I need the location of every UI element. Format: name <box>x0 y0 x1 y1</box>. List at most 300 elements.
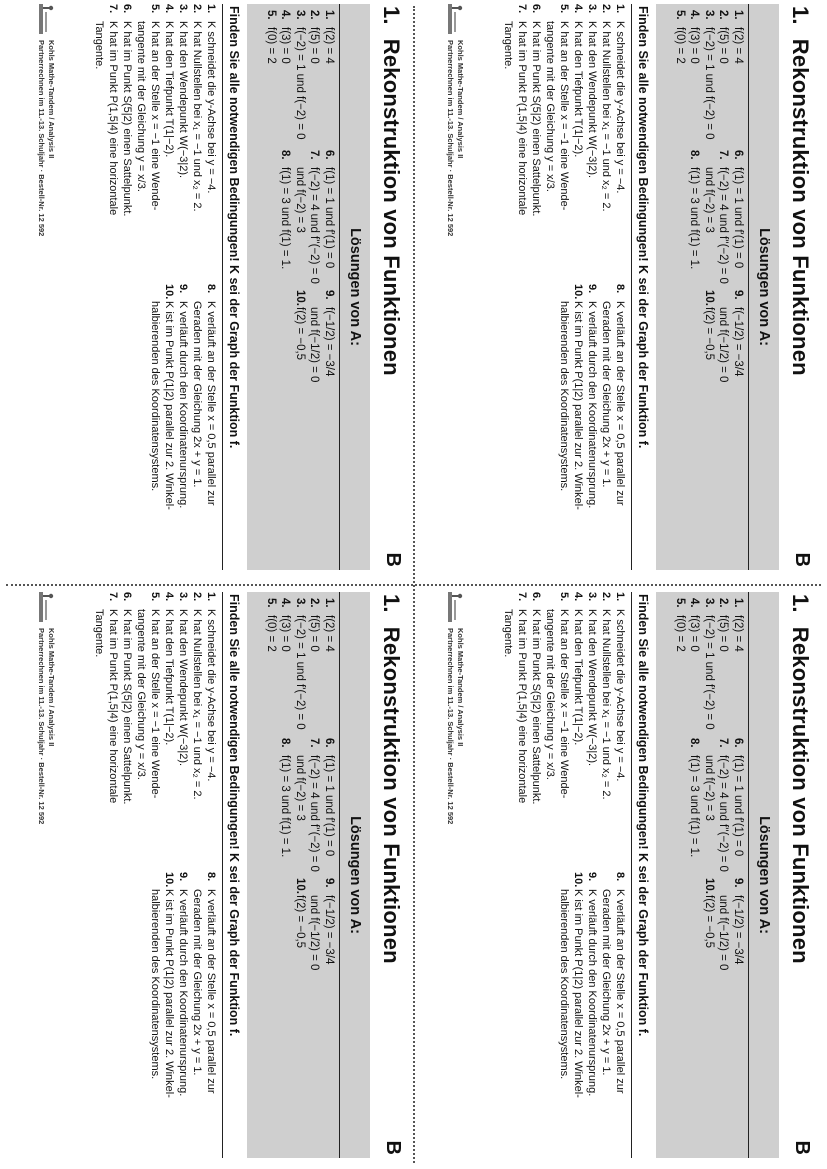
task-text: K verläuft an der Stelle x = 0,5 parallel zur <box>205 301 217 506</box>
task-number: 4. <box>572 592 584 602</box>
task-number: 6. <box>530 4 542 14</box>
solution-text-continued: und f(−1/2) = 0 <box>717 895 730 971</box>
solution-text: f(1) = 1 und f'(1) = 0 <box>732 755 744 857</box>
solution-item <box>293 738 322 878</box>
task-number: 10. <box>572 284 584 300</box>
task-item <box>585 592 599 872</box>
solution-number: 1. <box>323 598 335 608</box>
solution-item <box>322 738 337 878</box>
publisher-logo-icon <box>38 4 54 34</box>
solution-text-continued: und f(−2) = 3 <box>294 167 306 233</box>
solution-item <box>307 878 336 1018</box>
task-text: K hat an der Stelle x = −1 eine Wende- <box>558 21 570 211</box>
card-footer <box>419 592 469 1158</box>
task-number: 1. <box>205 4 217 14</box>
task-item <box>585 4 599 284</box>
tasks-list <box>479 4 627 570</box>
card-letter: B <box>791 1140 813 1155</box>
task-text-continued: Tangente. <box>93 21 105 70</box>
solution-text: f(3) = 0 <box>279 615 292 652</box>
solution-item <box>702 10 717 150</box>
solution-item <box>731 150 746 290</box>
task-text-continued: tangente mit der Gleichung y = x/3. <box>135 21 147 192</box>
task-text-continued: Geraden mit der Gleichung 2x + y = 1. <box>191 889 203 1076</box>
card-title-text: Rekonstruktion von Funktionen <box>379 38 404 376</box>
task-item <box>599 592 613 872</box>
footer-text <box>445 628 465 824</box>
solution-item <box>278 150 293 290</box>
task-text: K verläuft durch den Koordinatenursprung. <box>177 889 189 1097</box>
task-text: K hat im Punkt P(1,5|4) eine horizontale <box>107 609 119 804</box>
task-item <box>599 284 627 564</box>
solution-number: 7. <box>308 150 321 160</box>
card-title-number: 1. <box>788 594 813 613</box>
solution-text: f(−2) = 4 und f''(−2) = 0 <box>717 167 730 284</box>
task-text: K hat im Punkt S(5|2) einen Sattelpunkt. <box>530 21 542 217</box>
solution-text: f(1) = 3 und f(1) = 1. <box>688 167 701 270</box>
task-number: 4. <box>163 592 175 602</box>
task-item <box>190 284 218 564</box>
solution-text: f(−1/2) = −3/4 <box>732 895 744 965</box>
solutions-list <box>659 598 745 1150</box>
solution-text: f(2) = −0,5 <box>703 895 715 949</box>
task-text: K hat den Tiefpunkt T(1|−2). <box>163 609 175 746</box>
solution-item <box>293 878 308 1018</box>
solution-number: 9. <box>732 290 744 300</box>
tasks-header: Finden Sie alle notwendigen Bedingungen! K sei der Graph der Funktion f. <box>222 4 243 570</box>
solution-number: 7. <box>717 738 730 748</box>
tandem-card <box>5 588 410 1163</box>
solution-text-continued: und f(−2) = 3 <box>703 755 715 821</box>
solution-text: f(2) = −0,5 <box>294 895 306 949</box>
solution-text: f(2) = −0,5 <box>703 307 715 361</box>
footer-line-1: Kohls Mathe-Tandem / Analysis II <box>47 40 56 159</box>
task-text-continued: Tangente. <box>502 609 514 658</box>
task-text: K hat im Punkt P(1,5|4) eine horizontale <box>516 21 528 216</box>
publisher-logo-icon <box>447 592 463 622</box>
solution-number: 5. <box>674 10 686 20</box>
solution-item <box>293 290 308 430</box>
task-item <box>92 592 120 872</box>
footer-line-2: Partnerrechnen im 11.-13. Schuljahr · Bestell-Nr. 12 592 <box>446 40 455 237</box>
solution-number: 4. <box>279 598 292 608</box>
card-title <box>378 594 404 1074</box>
tasks-panel <box>69 592 243 1158</box>
solution-item <box>702 150 731 290</box>
solution-number: 9. <box>323 290 335 300</box>
horizontal-cut-line <box>6 584 821 586</box>
solution-text: f(1) = 3 und f(1) = 1. <box>279 167 292 270</box>
task-number: 7. <box>107 592 119 602</box>
solution-number: 3. <box>703 598 715 608</box>
solution-item <box>278 10 293 150</box>
task-text: K hat Nullstellen bei x₁ = −1 und x₂ = 2. <box>600 609 612 800</box>
solution-text: f(−2) = 1 und f(−2) = 0 <box>703 27 715 140</box>
solution-number: 6. <box>732 150 744 160</box>
task-number: 10. <box>163 284 175 300</box>
solution-number: 10. <box>294 290 306 306</box>
solution-text: f(0) = 2 <box>674 27 686 64</box>
task-text: K schneidet die y-Achse bei y = −4. <box>205 609 217 782</box>
solution-text-continued: und f(−1/2) = 0 <box>717 307 730 383</box>
task-number: 2. <box>191 4 203 14</box>
tasks-panel <box>69 4 243 570</box>
solution-item <box>322 10 337 150</box>
task-item <box>599 872 627 1152</box>
solution-number: 4. <box>688 10 701 20</box>
solution-text: f(1) = 1 und f'(1) = 0 <box>323 755 335 857</box>
solution-text: f(5) = 0 <box>308 615 321 652</box>
solution-number: 9. <box>732 878 744 888</box>
solutions-header: Lösungen von A: <box>748 592 779 1158</box>
task-text-continued: Tangente. <box>93 609 105 658</box>
solution-text: f(3) = 0 <box>688 27 701 64</box>
task-text: K schneidet die y-Achse bei y = −4. <box>205 21 217 194</box>
solution-text: f(2) = 4 <box>323 615 335 652</box>
task-item <box>543 4 571 284</box>
task-number: 7. <box>516 4 528 14</box>
card-footer <box>419 4 469 570</box>
task-text: K hat den Wendepunkt W(−3|2). <box>586 21 598 179</box>
solution-text: f(−2) = 4 und f''(−2) = 0 <box>308 167 321 284</box>
task-number: 3. <box>586 592 598 602</box>
tasks-header: Finden Sie alle notwendigen Bedingungen! K sei der Graph der Funktion f. <box>631 592 652 1158</box>
solution-number: 5. <box>265 10 277 20</box>
task-text: K hat Nullstellen bei x₁ = −1 und x₂ = 2. <box>191 609 203 800</box>
task-item <box>162 4 176 284</box>
solution-item <box>293 150 322 290</box>
solution-number: 6. <box>323 150 335 160</box>
task-text-continued: halbierenden des Koordinatensystems. <box>558 889 570 1080</box>
solution-number: 5. <box>265 598 277 608</box>
solutions-panel <box>656 4 779 570</box>
task-text-continued: Tangente. <box>502 21 514 70</box>
solution-text: f(5) = 0 <box>717 615 730 652</box>
task-text-continued: Geraden mit der Gleichung 2x + y = 1. <box>191 301 203 488</box>
task-item <box>176 4 190 284</box>
solution-text: f(−2) = 4 und f''(−2) = 0 <box>717 755 730 872</box>
task-text: K hat im Punkt S(5|2) einen Sattelpunkt. <box>121 21 133 217</box>
task-item <box>571 4 585 284</box>
task-text-continued: halbierenden des Koordinatensystems. <box>149 301 161 492</box>
task-item <box>134 4 162 284</box>
task-text: K verläuft an der Stelle x = 0,5 parallel zur <box>614 889 626 1094</box>
solution-number: 3. <box>294 10 306 20</box>
solution-item <box>716 290 745 430</box>
solution-item <box>716 598 731 738</box>
solution-item <box>731 738 746 878</box>
task-text: K hat den Tiefpunkt T(1|−2). <box>163 21 175 158</box>
footer-line-1: Kohls Mathe-Tandem / Analysis II <box>456 40 465 159</box>
task-number: 4. <box>163 4 175 14</box>
task-number: 10. <box>163 872 175 888</box>
task-text: K hat an der Stelle x = −1 eine Wende- <box>149 21 161 211</box>
task-item <box>501 592 529 872</box>
solution-text: f(5) = 0 <box>308 27 321 64</box>
task-item <box>557 872 585 1152</box>
task-number: 3. <box>586 4 598 14</box>
task-item <box>571 592 585 872</box>
solution-item <box>278 738 293 878</box>
solution-item <box>264 598 279 738</box>
solution-text: f(2) = 4 <box>732 27 744 64</box>
solutions-header: Lösungen von A: <box>339 4 370 570</box>
solutions-panel <box>656 592 779 1158</box>
footer-text <box>445 40 465 236</box>
solution-number: 1. <box>732 10 744 20</box>
solution-number: 7. <box>308 738 321 748</box>
task-text: K hat an der Stelle x = −1 eine Wende- <box>558 609 570 799</box>
task-text: K hat den Tiefpunkt T(1|−2). <box>572 21 584 158</box>
solutions-list <box>250 598 336 1150</box>
solution-text: f(−1/2) = −3/4 <box>323 307 335 377</box>
solution-item <box>307 10 322 150</box>
solution-item <box>731 10 746 150</box>
task-text: K verläuft durch den Koordinatenursprung. <box>586 301 598 509</box>
solution-text: f(0) = 2 <box>265 27 277 64</box>
solution-text: f(−2) = 1 und f'(−2) = 0 <box>294 615 306 730</box>
task-item <box>190 872 218 1152</box>
solution-number: 8. <box>279 738 292 748</box>
card-letter: B <box>791 552 813 567</box>
solution-item <box>702 598 717 738</box>
task-item <box>120 4 134 284</box>
solution-text: f(2) = 4 <box>732 615 744 652</box>
task-text: K hat Nullstellen bei x₁ = −1 und x₂ = 2. <box>191 21 203 212</box>
task-text: K ist im Punkt P(1|2) parallel zur 2. Winkel- <box>572 889 584 1098</box>
solution-number: 5. <box>674 598 686 608</box>
task-text: K ist im Punkt P(1|2) parallel zur 2. Winkel- <box>163 301 175 510</box>
solution-text: f(−2) = 4 und f''(−2) = 0 <box>308 755 321 872</box>
task-item <box>585 872 599 1152</box>
solution-number: 1. <box>323 10 335 20</box>
solution-number: 10. <box>703 290 715 306</box>
tandem-card <box>414 0 819 575</box>
task-item <box>599 4 613 284</box>
task-item <box>148 872 176 1152</box>
task-item <box>529 4 543 284</box>
solution-number: 10. <box>703 878 715 894</box>
tasks-panel <box>478 592 652 1158</box>
task-item <box>148 284 176 564</box>
solution-item <box>702 290 717 430</box>
task-item <box>92 4 120 284</box>
task-number: 9. <box>586 284 598 294</box>
task-number: 8. <box>614 284 626 294</box>
task-number: 2. <box>600 592 612 602</box>
task-number: 1. <box>614 4 626 14</box>
solution-item <box>673 10 688 150</box>
task-text-continued: tangente mit der Gleichung y = x/3. <box>544 609 556 780</box>
card-title-number: 1. <box>379 594 404 613</box>
solution-text: f(3) = 0 <box>279 27 292 64</box>
footer-line-2: Partnerrechnen im 11.-13. Schuljahr · Bestell-Nr. 12 592 <box>446 628 455 825</box>
task-item <box>176 872 190 1152</box>
task-number: 5. <box>149 4 161 14</box>
task-text: K verläuft an der Stelle x = 0,5 parallel zur <box>205 889 217 1094</box>
task-number: 9. <box>177 872 189 882</box>
task-number: 3. <box>177 4 189 14</box>
task-text-continued: Geraden mit der Gleichung 2x + y = 1. <box>600 301 612 488</box>
task-number: 4. <box>572 4 584 14</box>
task-text: K hat im Punkt P(1,5|4) eine horizontale <box>107 21 119 216</box>
solution-item <box>293 10 308 150</box>
task-number: 1. <box>205 592 217 602</box>
task-item <box>204 592 218 872</box>
footer-line-1: Kohls Mathe-Tandem / Analysis II <box>47 628 56 747</box>
task-item <box>585 284 599 564</box>
task-item <box>162 592 176 872</box>
solution-text: f(1) = 3 und f(1) = 1. <box>688 755 701 858</box>
solution-number: 8. <box>688 150 701 160</box>
solutions-list <box>659 10 745 562</box>
task-item <box>190 592 204 872</box>
solution-text-continued: und f(−1/2) = 0 <box>308 895 321 971</box>
solution-item <box>673 598 688 738</box>
card-title <box>787 594 813 1074</box>
solution-number: 8. <box>688 738 701 748</box>
card-letter: B <box>382 1140 404 1155</box>
task-text-continued: tangente mit der Gleichung y = x/3. <box>135 609 147 780</box>
task-text-continued: Geraden mit der Gleichung 2x + y = 1. <box>600 889 612 1076</box>
solution-item <box>687 10 702 150</box>
solution-text-continued: und f(−2) = 3 <box>703 167 715 233</box>
tasks-header: Finden Sie alle notwendigen Bedingungen! K sei der Graph der Funktion f. <box>222 592 243 1158</box>
task-text-continued: tangente mit der Gleichung y = x/3. <box>544 21 556 192</box>
task-text-continued: halbierenden des Koordinatensystems. <box>558 301 570 492</box>
task-text: K hat im Punkt S(5|2) einen Sattelpunkt. <box>121 609 133 805</box>
task-item <box>529 592 543 872</box>
solution-number: 4. <box>688 598 701 608</box>
card-footer <box>10 4 60 570</box>
task-item <box>120 592 134 872</box>
solution-number: 7. <box>717 150 730 160</box>
solution-number: 3. <box>294 598 306 608</box>
task-text: K hat den Tiefpunkt T(1|−2). <box>572 609 584 746</box>
solution-number: 1. <box>732 598 744 608</box>
task-number: 7. <box>107 4 119 14</box>
task-number: 6. <box>530 592 542 602</box>
task-text: K hat Nullstellen bei x₁ = −1 und x₂ = 2. <box>600 21 612 212</box>
solution-item <box>307 598 322 738</box>
solution-text: f(−2) = 1 und f(−2) = 0 <box>294 27 306 140</box>
solution-text: f(1) = 3 und f(1) = 1. <box>279 755 292 858</box>
task-text: K hat den Wendepunkt W(−3|2). <box>177 609 189 767</box>
task-text: K hat an der Stelle x = −1 eine Wende- <box>149 609 161 799</box>
task-number: 9. <box>177 284 189 294</box>
solution-number: 2. <box>717 598 730 608</box>
task-number: 5. <box>558 592 570 602</box>
card-title <box>787 6 813 486</box>
card-title-number: 1. <box>379 6 404 25</box>
solution-text: f(1) = 1 und f'(1) = 0 <box>732 167 744 269</box>
footer-line-2: Partnerrechnen im 11.-13. Schuljahr · Bestell-Nr. 12 592 <box>37 40 46 237</box>
footer-text <box>36 40 56 236</box>
task-item <box>543 592 571 872</box>
solution-number: 3. <box>703 10 715 20</box>
task-number: 5. <box>558 4 570 14</box>
solution-item <box>278 598 293 738</box>
solution-item <box>322 598 337 738</box>
task-item <box>190 4 204 284</box>
solution-item <box>702 738 731 878</box>
task-text: K schneidet die y-Achse bei y = −4. <box>614 609 626 782</box>
solution-text: f(0) = 2 <box>265 615 277 652</box>
solution-text: f(2) = 4 <box>323 27 335 64</box>
task-number: 7. <box>516 592 528 602</box>
footer-text <box>36 628 56 824</box>
task-item <box>557 284 585 564</box>
solution-item <box>293 598 308 738</box>
task-text: K hat den Wendepunkt W(−3|2). <box>177 21 189 179</box>
footer-line-1: Kohls Mathe-Tandem / Analysis II <box>456 628 465 747</box>
task-item <box>613 592 627 872</box>
footer-line-2: Partnerrechnen im 11.-13. Schuljahr · Bestell-Nr. 12 592 <box>37 628 46 825</box>
task-number: 6. <box>121 592 133 602</box>
solution-text-continued: und f(−2) = 3 <box>294 755 306 821</box>
tasks-panel <box>478 4 652 570</box>
task-number: 8. <box>614 872 626 882</box>
task-text: K verläuft durch den Koordinatenursprung. <box>177 301 189 509</box>
tasks-list <box>70 4 218 570</box>
card-title <box>378 6 404 486</box>
solution-item <box>716 10 731 150</box>
tasks-header: Finden Sie alle notwendigen Bedingungen! K sei der Graph der Funktion f. <box>631 4 652 570</box>
task-item <box>613 4 627 284</box>
task-number: 3. <box>177 592 189 602</box>
tasks-list <box>479 592 627 1158</box>
solution-item <box>687 150 702 290</box>
card-letter: B <box>382 552 404 567</box>
solution-number: 2. <box>717 10 730 20</box>
solutions-list <box>250 10 336 562</box>
task-number: 8. <box>205 872 217 882</box>
solution-item <box>716 878 745 1018</box>
solution-number: 10. <box>294 878 306 894</box>
task-text: K verläuft an der Stelle x = 0,5 parallel zur <box>614 301 626 506</box>
solutions-panel <box>247 592 370 1158</box>
task-item <box>176 284 190 564</box>
task-item <box>501 4 529 284</box>
solutions-panel <box>247 4 370 570</box>
solution-number: 6. <box>732 738 744 748</box>
task-text: K schneidet die y-Achse bei y = −4. <box>614 21 626 194</box>
task-number: 6. <box>121 4 133 14</box>
solution-number: 9. <box>323 878 335 888</box>
task-text: K ist im Punkt P(1|2) parallel zur 2. Winkel- <box>163 889 175 1098</box>
card-title-text: Rekonstruktion von Funktionen <box>379 626 404 964</box>
solution-text-continued: und f(−1/2) = 0 <box>308 307 321 383</box>
solution-text: f(−2) = 1 und f'(−2) = 0 <box>703 615 715 730</box>
solution-item <box>307 290 336 430</box>
task-item <box>134 592 162 872</box>
task-number: 8. <box>205 284 217 294</box>
solution-text: f(5) = 0 <box>717 27 730 64</box>
solution-item <box>687 738 702 878</box>
task-number: 10. <box>572 872 584 888</box>
solution-item <box>731 598 746 738</box>
solution-number: 8. <box>279 150 292 160</box>
task-number: 1. <box>614 592 626 602</box>
task-item <box>204 4 218 284</box>
card-footer <box>10 592 60 1158</box>
solution-text: f(3) = 0 <box>688 615 701 652</box>
tandem-card <box>414 588 819 1163</box>
task-number: 2. <box>600 4 612 14</box>
solution-text: f(0) = 2 <box>674 615 686 652</box>
solution-item <box>264 10 279 150</box>
task-text-continued: halbierenden des Koordinatensystems. <box>149 889 161 1080</box>
